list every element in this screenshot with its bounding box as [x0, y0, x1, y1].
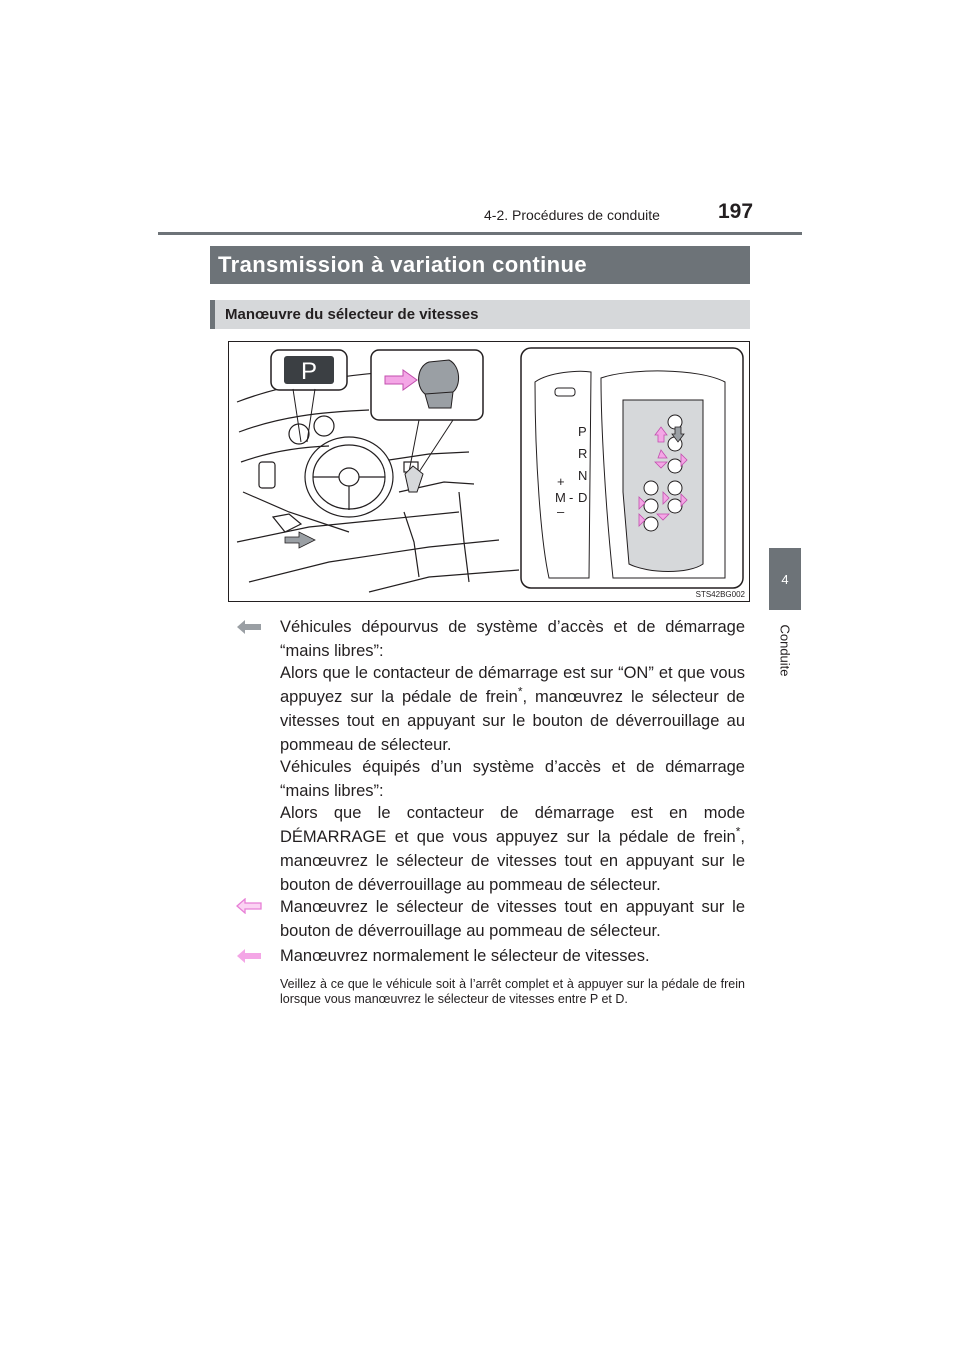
asterisk-mark: * — [517, 684, 523, 699]
asterisk-mark: * — [735, 824, 741, 839]
brake-pedal-arrow — [285, 532, 315, 548]
header-rule — [158, 232, 802, 235]
chapter-label: Conduite — [777, 623, 793, 677]
p-indicator-letter: P — [300, 358, 318, 385]
shift-knob-callout — [371, 350, 483, 492]
chapter-number: 4 — [781, 571, 789, 587]
page-number: 197 — [718, 200, 754, 223]
gear-p-label: P — [578, 424, 587, 439]
item-smart-entry-body: Alors que le contacteur de démarrage est en mode DÉMARRAGE et que vous appuyez sur la pédale de frein*, manœuvrez le sélecteur de vitesses tout en appuyant sur le bouton de déverrouillage au pommeau de sélecteur. — [280, 804, 745, 894]
header-section-title: 4-2. Procédures de conduite — [484, 207, 660, 223]
gear-n-label: N — [578, 468, 588, 483]
figure-code: STS42BG002 — [695, 590, 745, 599]
gear-plus-label: + — [557, 474, 565, 489]
gear-minus-label: – — [557, 504, 565, 519]
gear-d-label: D — [578, 490, 588, 505]
item-no-smart-entry-heading: Véhicules dépourvus de système d’accès et de démarrage “mains libres”: — [280, 618, 745, 660]
item-unlock-button-text: Manœuvrez le sélecteur de vitesses tout en appuyant sur le bouton de déverrouillage au pommeau de sélecteur. — [280, 898, 745, 940]
safety-note: Veillez à ce que le véhicule soit à l’arrêt complet et à appuyer sur la pédale de frein lorsque vous manœuvrez le sélecteur de vitesses entre P et D. — [280, 977, 745, 1006]
gray-arrow-icon — [236, 619, 262, 635]
gear-m-label: M — [555, 490, 566, 505]
figure-illustration — [229, 342, 749, 601]
pink-arrow-icon — [236, 948, 262, 964]
section-title: Transmission à variation continue — [210, 246, 750, 284]
item-normal-shift-text: Manœuvrez normalement le sélecteur de vitesses. — [280, 947, 650, 965]
shift-lever-figure — [228, 341, 750, 602]
chapter-tab[interactable] — [769, 548, 801, 610]
gear-dash-label: - — [569, 490, 574, 505]
pink-outline-arrow-icon — [236, 898, 262, 914]
gear-r-label: R — [578, 446, 588, 461]
subsection-title: Manœuvre du sélecteur de vitesses — [210, 300, 750, 329]
item-no-smart-entry-body: Alors que le contacteur de démarrage est sur “ON” et que vous appuyez sur la pédale de frein*, manœuvrez le sélecteur de vitesses tout en appuyant sur le bouton de déverrouillage au pommeau de sélecteur. — [280, 664, 745, 754]
shift-gate-panel — [521, 348, 743, 588]
item-smart-entry-heading: Véhicules équipés d’un système d’accès et de démarrage “mains libres”: — [280, 758, 745, 800]
